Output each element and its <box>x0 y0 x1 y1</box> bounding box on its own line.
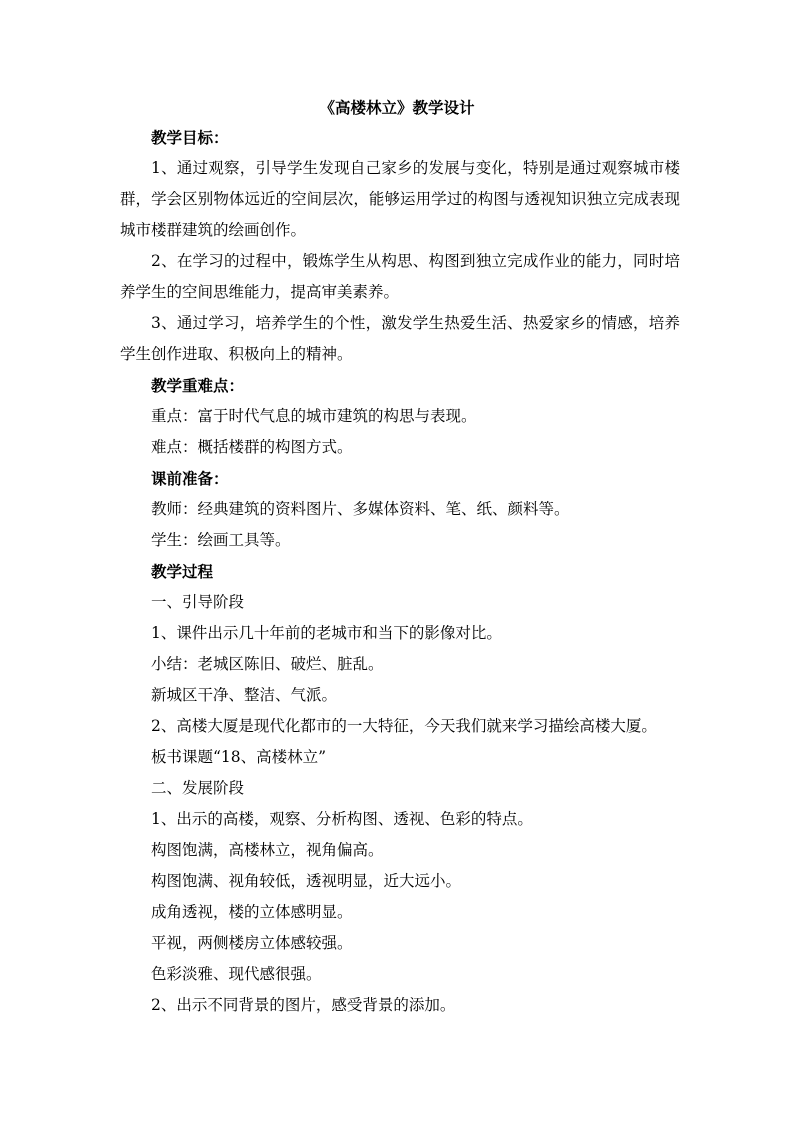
goal-item: 2、在学习的过程中，锻炼学生从构思、构图到独立完成作业的能力，同时培养学生的空间思维能力，提高审美素养。 <box>120 252 680 301</box>
preparation-heading: 课前准备： <box>151 469 229 488</box>
stage2-line: 平视，两侧楼房立体感较强。 <box>151 934 353 952</box>
stage1-title: 一、引导阶段 <box>151 593 245 611</box>
goals-heading: 教学目标： <box>151 128 229 147</box>
document-body <box>120 122 680 1021</box>
stage2-line: 成角透视，楼的立体感明显。 <box>151 903 353 921</box>
stage1-line: 新城区干净、整洁、气派。 <box>151 686 338 704</box>
stage1-line: 小结：老城区陈旧、破烂、脏乱。 <box>151 655 384 673</box>
stage2-line: 构图饱满，高楼林立，视角偏高。 <box>151 841 384 859</box>
stage1-line: 2、高楼大厦是现代化都市的一大特征，今天我们就来学习描绘高楼大厦。 <box>151 717 657 735</box>
preparation-student: 学生：绘画工具等。 <box>151 531 291 549</box>
key-point-focus: 重点：富于时代气息的城市建筑的构思与表现。 <box>151 407 477 425</box>
goal-item: 1、通过观察，引导学生发现自己家乡的发展与变化，特别是通过观察城市楼群，学会区别物体远近的空间层次，能够运用学过的构图与透视知识独立完成表现城市楼群建筑的绘画创作。 <box>120 159 680 239</box>
stage1-line: 1、课件出示几十年前的老城市和当下的影像对比。 <box>151 624 502 642</box>
stage2-title: 二、发展阶段 <box>151 779 245 797</box>
stage2-line: 1、出示的高楼，观察、分析构图、透视、色彩的特点。 <box>151 810 533 828</box>
document-title: 《高楼林立》教学设计 <box>319 98 475 117</box>
process-heading: 教学过程 <box>151 562 214 581</box>
goal-item: 3、通过学习，培养学生的个性，激发学生热爱生活、热爱家乡的情感，培养学生创作进取、积极向上的精神。 <box>120 314 680 363</box>
key-point-difficulty: 难点：概括楼群的构图方式。 <box>151 438 353 456</box>
stage2-line: 色彩淡雅、现代感很强。 <box>151 965 322 983</box>
stage2-line: 2、出示不同背景的图片，感受背景的添加。 <box>151 996 456 1014</box>
stage2-line: 构图饱满、视角较低，透视明显，近大远小。 <box>151 872 462 890</box>
preparation-teacher: 教师：经典建筑的资料图片、多媒体资料、笔、纸、颜料等。 <box>151 500 570 518</box>
key-points-heading: 教学重难点： <box>151 376 245 395</box>
stage1-line: 板书课题“18、高楼林立” <box>151 748 327 766</box>
